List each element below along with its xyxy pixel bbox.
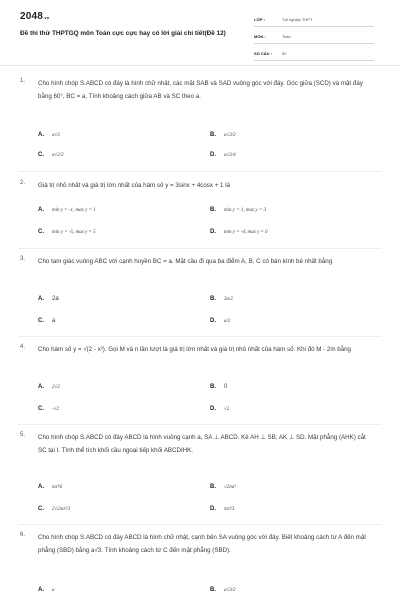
question-text: Cho tam giác vuông ABC với cạnh huyền BC = a. Mặt cầu đi qua ba điểm A, B, C có bán kính bé nhất bằng xyxy=(38,258,333,265)
option-a[interactable]: A. a xyxy=(38,587,55,593)
question-text: Giá trị nhỏ nhất và giá trị lớn nhất của hàm số y = 3sinx + 4cosx + 1 là xyxy=(38,182,231,189)
option-a[interactable]: A. πa³/6 xyxy=(38,484,63,490)
option-a[interactable]: A. 2√2 xyxy=(38,384,60,390)
option-c[interactable]: C. a√2/2 xyxy=(38,152,64,158)
question-text: Cho hình chóp S.ABCD có đáy là hình chữ nhật, các mặt SAB và SAD vuông góc với đáy. Góc giữa (SCD) và mặt đáy bằng 60°, BC = a, Tính khoảng cách giữa AB và SC theo a. xyxy=(38,80,363,100)
question-number: 1. xyxy=(20,78,26,84)
meta-row-class: LỚP : Tốt nghiệp THPT xyxy=(254,14,374,27)
meta-row-subject: MÔN : Toán xyxy=(254,31,374,44)
option-b[interactable]: B. 3a/2 xyxy=(210,296,233,302)
question-text: Cho hình chóp S.ABCD có đáy ABCD là hình chữ nhật, cạnh bên SA vuông góc với đáy. Biết khoảng cách từ A đến mặt phẳng (SBD) bằng a√3. Tính khoảng cách từ C đến mặt phẳng (SBD). xyxy=(38,534,366,554)
question-number: 2. xyxy=(20,180,26,186)
site-logo[interactable]: 2048.vn xyxy=(20,11,50,22)
question-number: 5. xyxy=(20,432,26,438)
option-b[interactable]: B. a√3/2 xyxy=(210,132,236,138)
exam-meta xyxy=(254,14,374,65)
option-c[interactable]: C. a xyxy=(38,318,56,324)
exam-header xyxy=(0,0,400,66)
divider xyxy=(18,336,382,337)
option-d[interactable]: D. a/2 xyxy=(210,318,231,324)
option-d[interactable]: D. a√3/4 xyxy=(210,152,236,158)
option-c[interactable]: C. min y = -5, max y = 5 xyxy=(38,229,96,235)
question-text: Cho hàm số y = √(2 - x²). Gọi M và n lần lượt là giá trị lớn nhất và giá trị nhỏ nhất của hàm số. Khi đó M - 2m bằng xyxy=(38,346,351,353)
question-number: 4. xyxy=(20,344,26,350)
option-b[interactable]: B. min y = 1, max y = 3 xyxy=(210,207,267,213)
divider xyxy=(18,524,382,525)
option-a[interactable]: A. a√3 xyxy=(38,132,60,138)
exam-title: Đề thi thử THPTGQ môn Toán cực cực hay có lời giải chi tiết(Đề 12) xyxy=(20,30,226,37)
meta-row-count: SỐ CÂU : 50 xyxy=(254,48,374,61)
divider xyxy=(18,248,382,249)
divider xyxy=(18,424,382,425)
option-c[interactable]: C. 2√2πa³/3 xyxy=(38,506,71,512)
question-number: 3. xyxy=(20,256,26,262)
option-a[interactable]: A. min y = -1, max y = 1 xyxy=(38,207,96,213)
divider xyxy=(18,171,382,172)
option-b[interactable]: B. a√3/2 xyxy=(210,587,236,593)
option-d[interactable]: D. √2 xyxy=(210,406,230,412)
option-c[interactable]: C. -√2 xyxy=(38,406,59,412)
question-text: Cho hình chóp S.ABCD có đáy ABCD là hình vuông cạnh a, SA ⊥ ABCD. Kẻ AH ⊥ SB; AK ⊥ SD. Mặt phẳng (AHK) cắt SC tại I. Tính thể tích khối cầu ngoại tiếp khối ABCDIHK. xyxy=(38,434,366,454)
option-a[interactable]: A. 2a xyxy=(38,296,59,302)
option-b[interactable]: B. √2πa³ xyxy=(210,484,236,490)
option-b[interactable]: B. 0 xyxy=(210,384,228,390)
question-number: 6. xyxy=(20,532,26,538)
option-d[interactable]: D. min y = -4, max y = 6 xyxy=(210,229,268,235)
option-d[interactable]: D. πa³/3 xyxy=(210,506,235,512)
